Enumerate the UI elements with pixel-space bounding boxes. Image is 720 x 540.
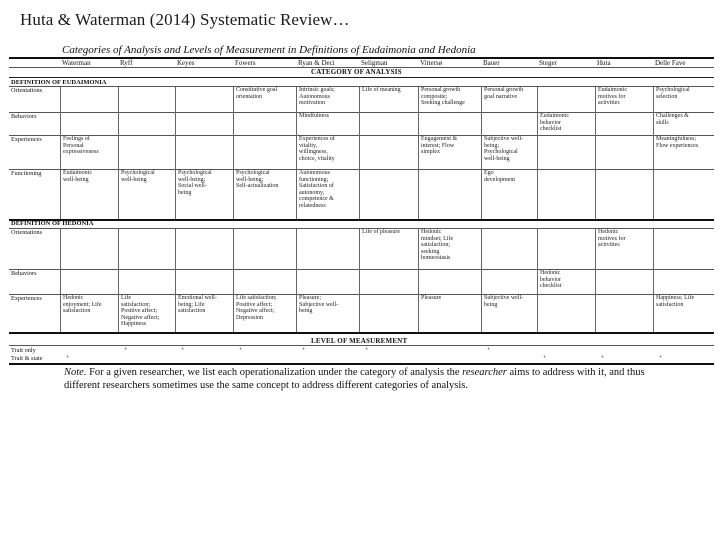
table-cell: Experiences of vitality, willingness, choice, vitality [299, 136, 335, 162]
row-label-functioning: Functioning [11, 170, 42, 177]
table-cell: Emotional well- being; Life satisfaction [178, 295, 217, 315]
measurement-header: LEVEL OF MEASUREMENT [311, 337, 408, 345]
row-label-experiences: Experiences [11, 136, 42, 143]
note-emphasis: researcher [462, 367, 507, 378]
slide-title: Huta & Waterman (2014) Systematic Review… [20, 10, 350, 29]
row-label-behaviors: Behaviors [11, 113, 37, 120]
table-cell: Eudaimonic behavior checklist [540, 113, 569, 133]
table-cell: Psychological well-being [121, 170, 155, 183]
column-divider [175, 229, 176, 332]
column-divider [359, 229, 360, 332]
table-cell: Subjective well- being [484, 295, 524, 308]
column-header: Steger [539, 59, 557, 67]
measurement-mark: + [181, 347, 185, 353]
row-rule [9, 269, 714, 270]
column-header: Bauer [483, 59, 500, 67]
row-label-orientations: Orientations [11, 229, 43, 236]
eudaimonia-end-rule [9, 219, 714, 221]
table-cell: Hedonic mindset; Life satisfaction; seeking homeostasis [421, 229, 454, 262]
measurement-mark: + [543, 355, 547, 361]
table-cell: Personal growth composite; Seeking challenge [421, 87, 465, 107]
table-cell: Psychological well-being; Self-actualization [236, 170, 279, 190]
table-cell: Ego development [484, 170, 515, 183]
table-cell: Engagement & interest; Flow simplex [421, 136, 458, 156]
measurement-mark: + [124, 347, 128, 353]
column-divider [595, 229, 596, 332]
table-cell: Hedonic enjoyment; Life satisfaction [63, 295, 102, 315]
table-cell: Psychological selection [656, 87, 690, 100]
note-text-b: aims to address with it, and thus different researchers sometimes use the same concept to address different categories of analysis. [64, 367, 645, 391]
column-divider [537, 87, 538, 219]
column-divider [233, 87, 234, 219]
table-cell: Meaningfulness; Flow experiences [656, 136, 699, 149]
table-bottom-rule [9, 363, 714, 365]
table-cell: Autonomous functioning; Satisfaction of autonomy, competence & relatedness [299, 170, 334, 209]
column-header: Huta [597, 59, 611, 67]
measurement-mark: + [601, 355, 605, 361]
table-cell: Subjective well- being; Psychological well-being [484, 136, 524, 162]
table-caption: Categories of Analysis and Levels of Measurement in Definitions of Eudaimonia and Hedonia [62, 44, 476, 56]
row-label-experiences: Experiences [11, 295, 42, 302]
column-divider [359, 87, 360, 219]
column-divider [481, 87, 482, 219]
column-divider [595, 87, 596, 219]
measurement-row-label: Trait only [11, 347, 36, 354]
column-divider [175, 87, 176, 219]
measurement-row-label: Trait & state [11, 355, 43, 362]
column-header: Ryan & Deci [298, 59, 335, 67]
category-rule [9, 77, 714, 78]
measurement-mark: + [239, 347, 243, 353]
row-label-behaviors: Behaviors [11, 270, 37, 277]
column-divider [296, 87, 297, 219]
table-cell: Challenges & skills [656, 113, 689, 126]
note-text-a: For a given researcher, we list each operationalization under the category of analysis the [86, 367, 463, 378]
column-divider [418, 87, 419, 219]
measurement-mark: + [659, 355, 663, 361]
measurement-rule [9, 345, 714, 346]
table-cell: Life satisfaction; Positive affect; Negative affect; Depression [236, 295, 277, 321]
column-divider [233, 229, 234, 332]
column-divider [418, 229, 419, 332]
table-cell: Intrinsic goals; Autonomous motivation [299, 87, 335, 107]
note-prefix: Note. [64, 367, 87, 378]
table-cell: Eudaimonic well-being [63, 170, 92, 183]
table-cell: Life satisfaction; Positive affect; Negative affect; Happiness [121, 295, 160, 328]
table-cell: Hedonic motives for activities [598, 229, 626, 249]
hedonia-title: DEFINITION OF HEDONIA [11, 220, 94, 227]
table-cell: Happiness; Life satisfaction [656, 295, 695, 308]
hedonia-end-rule [9, 332, 714, 334]
row-rule [9, 112, 714, 113]
row-label-orientations: Orientations [11, 87, 43, 94]
column-divider [296, 229, 297, 332]
category-header: CATEGORY OF ANALYSIS [311, 68, 402, 76]
column-divider [481, 229, 482, 332]
measurement-mark: + [66, 355, 70, 361]
column-divider [537, 229, 538, 332]
table-cell: Mindfulness [299, 113, 329, 119]
table-cell: Psychological well-being; Social well- being [178, 170, 212, 196]
column-divider [653, 87, 654, 219]
measurement-mark: + [365, 347, 369, 353]
table-cell: Pleasure [421, 295, 442, 301]
column-header: Fowers [235, 59, 256, 67]
table-cell: Life of meaning [362, 87, 401, 93]
column-header: Delle Fave [655, 59, 686, 67]
column-divider [118, 229, 119, 332]
table-cell: Pleasure; Subjective well- being [299, 295, 339, 315]
table-cell: Life of pleasure [362, 229, 400, 235]
table-cell: Eudaimonic motives for activities [598, 87, 627, 107]
measurement-mark: + [302, 347, 306, 353]
column-header: Waterman [62, 59, 91, 67]
table-cell: Feelings of Personal expressiveness [63, 136, 99, 156]
column-divider [653, 229, 654, 332]
column-header: Keyes [177, 59, 195, 67]
column-header: Vittersø [420, 59, 443, 67]
eudaimonia-title: DEFINITION OF EUDAIMONIA [11, 79, 107, 86]
table-cell: Hedonic behavior checklist [540, 270, 562, 290]
column-divider [60, 229, 61, 332]
measurement-mark: + [487, 347, 491, 353]
table-cell: Personal growth goal narrative [484, 87, 524, 100]
column-divider [60, 87, 61, 219]
column-header: Ryff [120, 59, 133, 67]
column-divider [118, 87, 119, 219]
table-note [64, 367, 664, 392]
column-header: Seligman [361, 59, 388, 67]
table-cell: Constitutive goal orientation [236, 87, 278, 100]
